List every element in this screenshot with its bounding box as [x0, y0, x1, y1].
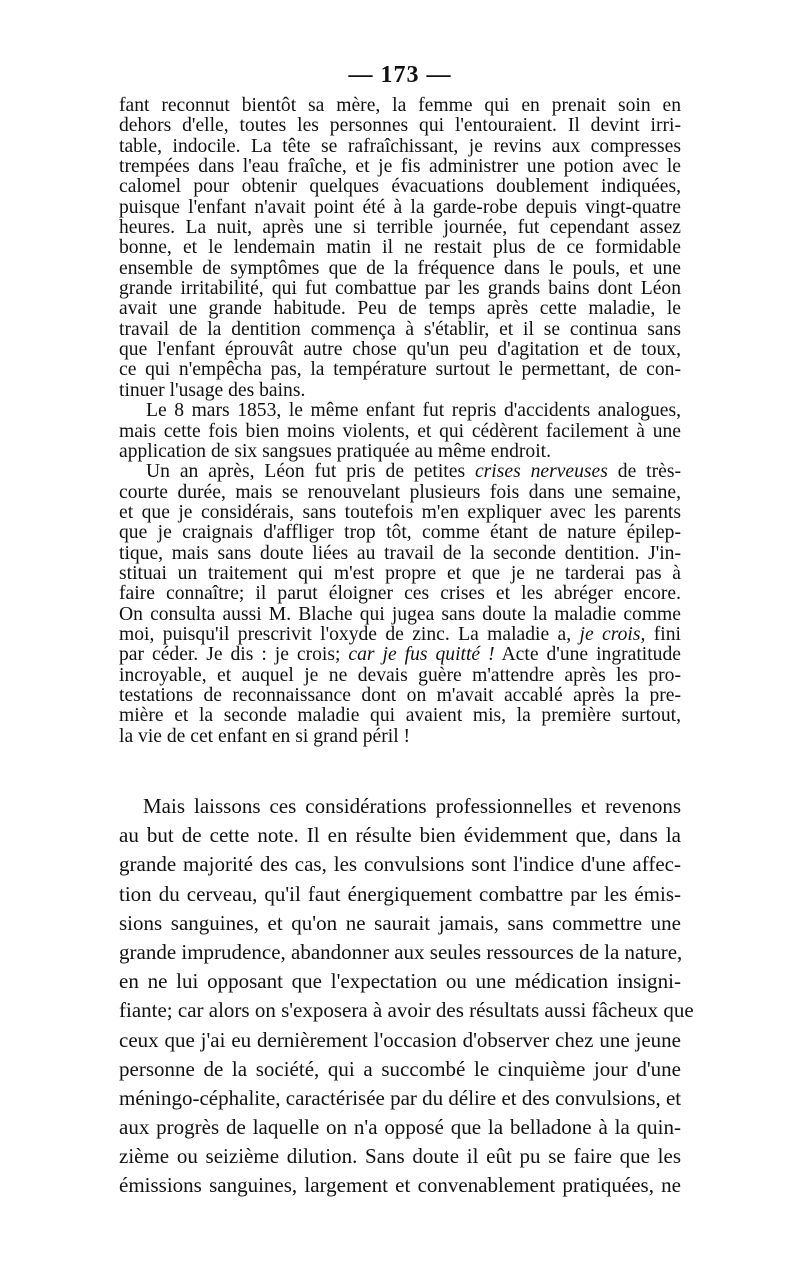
- text-line: grande irritabilité, qui fut combattue par les grands bains dont Léon: [119, 278, 681, 300]
- text-line: On consulta aussi M. Blache qui jugea sans doute la maladie comme: [119, 603, 681, 625]
- text-line: courte durée, mais se renouvelant plusieurs fois dans une semaine,: [119, 481, 681, 503]
- text-line: bonne, et le lendemain matin il ne restait plus de ce formidable: [119, 237, 681, 259]
- text-line: incroyable, et auquel je ne devais guère m'attendre après les pro-: [119, 664, 681, 686]
- text-line: application de six sangsues pratiquée au même endroit.: [119, 440, 552, 462]
- text-line: calomel pour obtenir quelques évacuations doublement indiquées,: [119, 176, 681, 198]
- text-line: ce qui n'empêcha pas, la température surtout le permettant, de con-: [119, 359, 681, 381]
- text-line: ensemble de symptômes que de la fréquence dans le pouls, et une: [119, 257, 681, 279]
- text-fragment: Acte d'une ingratitude: [501, 644, 681, 666]
- italic-phrase: car je fus quitté !: [348, 644, 495, 666]
- text-line: Le 8 mars 1853, le même enfant fut repris d'accidents analogues,: [146, 400, 681, 422]
- text-line: zième ou seizième dilution. Sans doute il eût pu se faire que les: [119, 1144, 681, 1169]
- text-fragment: moi, puisqu'il prescrivit l'oxyde de zinc. La maladie a,: [119, 623, 572, 645]
- text-line: [119, 645, 681, 665]
- text-line: la vie de cet enfant en si grand péril !: [119, 725, 411, 747]
- text-fragment: de très-: [617, 461, 681, 483]
- text-line: ceux que j'ai eu dernièrement l'occasion d'observer chez une jeune: [119, 1027, 681, 1052]
- text-line: fiante; car alors on s'exposera à avoir des résultats aussi fâcheux que: [119, 998, 694, 1023]
- text-line: [119, 625, 681, 645]
- text-fragment: par céder. Je dis : je crois;: [119, 644, 341, 666]
- text-line: grande imprudence, abandonner aux seules ressources de la nature,: [119, 939, 683, 964]
- italic-phrase: je crois,: [579, 623, 646, 645]
- body-text-large: [119, 792, 694, 1201]
- text-line: grande majorité des cas, les convulsions sont l'indice d'une affec-: [119, 852, 681, 877]
- italic-phrase: crises nerveuses: [474, 461, 608, 483]
- text-line: table, indocile. La tête se rafraîchissant, je revins aux compresses: [119, 135, 681, 157]
- text-line: dehors d'elle, toutes les personnes qui l'entouraient. Il devint irri-: [119, 115, 681, 137]
- text-line: émissions sanguines, largement et convenablement pratiquées, ne: [119, 1173, 681, 1198]
- text-line: tion du cerveau, qu'il faut énergiquement combattre par les émis-: [119, 881, 681, 906]
- text-line: sions sanguines, et qu'on ne saurait jamais, sans commettre une: [119, 910, 681, 935]
- text-line: mais cette fois bien moins violents, et qui cédèrent facilement à une: [119, 420, 681, 442]
- text-line: méningo-céphalite, caractérisée par du délire et des convulsions, et: [119, 1085, 682, 1110]
- text-line: en ne lui opposant que l'expectation ou une médication insigni-: [119, 969, 681, 994]
- text-line: avait une grande habitude. Peu de temps après cette maladie, le: [119, 298, 681, 320]
- text-line: que l'enfant éprouvât autre chose qu'un peu d'agitation et de toux,: [119, 339, 681, 361]
- text-fragment: fini: [653, 623, 681, 645]
- text-line: personne de la société, qui a succombé le cinquième jour d'une: [119, 1056, 681, 1081]
- text-line: [119, 462, 681, 482]
- text-line: et que je considérais, sans toutefois m'en expliquer avec les parents: [119, 501, 681, 523]
- text-line: faire connaître; il parut éloigner ces crises et les abréger encore.: [119, 583, 681, 605]
- text-line: tique, mais sans doute liées au travail de la seconde dentition. J'in-: [119, 542, 681, 564]
- text-line: aux progrès de laquelle on n'a opposé que la belladone à la quin-: [119, 1115, 681, 1140]
- text-line: au but de cette note. Il en résulte bien évidemment que, dans la: [119, 823, 681, 848]
- text-line: trempées dans l'eau fraîche, et je fis administrer une potion avec le: [119, 156, 681, 178]
- text-line: fant reconnut bientôt sa mère, la femme qui en prenait soin en: [119, 95, 681, 116]
- text-line: heures. La nuit, après une si terrible journée, fut cependant assez: [119, 217, 681, 239]
- page-number: — 173 —: [348, 62, 452, 88]
- body-text-small: [119, 96, 681, 747]
- text-line: travail de la dentition commença à s'établir, et il se continua sans: [119, 318, 681, 340]
- text-line: que je craignais d'affliger trop tôt, comme étant de nature épilep-: [119, 522, 681, 544]
- text-line: tinuer l'usage des bains.: [119, 379, 306, 401]
- text-line: mière et la seconde maladie qui avaient mis, la première surtout,: [119, 705, 681, 727]
- text-line: stituai un traitement qui m'est propre et que je ne tarderai pas à: [119, 562, 681, 584]
- text-line: Mais laissons ces considérations professionnelles et revenons: [143, 794, 681, 818]
- text-line: testations de reconnaissance dont on m'avait accablé après la pre-: [119, 684, 681, 706]
- text-fragment: Un an après, Léon fut pris de petites: [146, 461, 466, 483]
- text-line: puisque l'enfant n'avait point été à la garde-robe depuis vingt-quatre: [119, 196, 681, 218]
